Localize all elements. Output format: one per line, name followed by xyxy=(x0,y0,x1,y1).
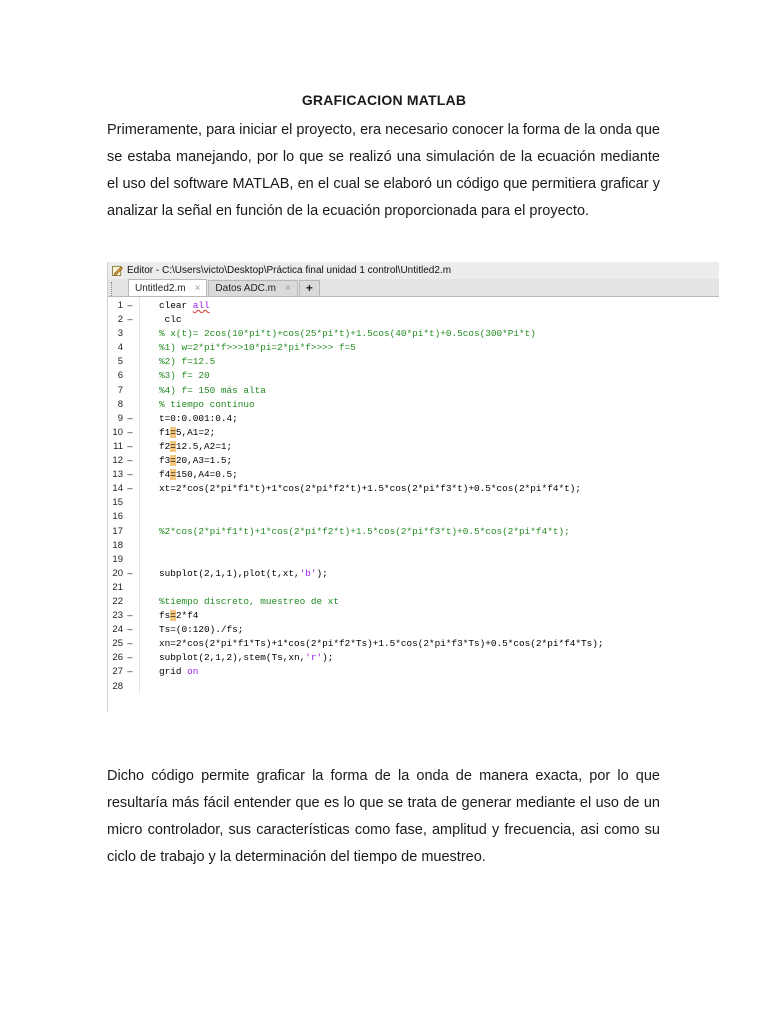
code-line[interactable] xyxy=(108,581,719,595)
code-line[interactable] xyxy=(108,651,719,665)
code-token: f4 xyxy=(159,469,171,481)
code-token: = xyxy=(170,610,176,622)
code-text xyxy=(137,468,238,482)
code-text xyxy=(137,454,232,468)
breakpoint-marker[interactable] xyxy=(123,595,137,609)
code-token: clear xyxy=(159,300,193,311)
breakpoint-marker[interactable] xyxy=(123,355,137,369)
code-line[interactable] xyxy=(108,440,719,454)
code-text xyxy=(137,369,210,383)
line-number: 23 xyxy=(112,610,123,622)
breakpoint-marker[interactable] xyxy=(123,341,137,355)
code-line[interactable] xyxy=(108,426,719,440)
code-token: %2*cos(2*pi*f1*t)+1*cos(2*pi*f2*t)+1.5*cos(2*pi*f3*t)+0.5*cos(2*pi*f4*t); xyxy=(159,525,570,537)
code-text xyxy=(137,355,215,369)
code-line[interactable] xyxy=(108,623,719,637)
line-number: 2 xyxy=(117,314,123,326)
code-token: = xyxy=(170,455,176,467)
line-number: 26 xyxy=(112,652,123,664)
code-token: xn=2*cos(2*pi*f1*Ts)+1*cos(2*pi*f2*Ts)+1.5*cos(2*pi*f3*Ts)+0.5*cos(2*pi*f4*Ts); xyxy=(159,638,604,650)
editor-title-bar xyxy=(108,262,719,279)
code-token: all xyxy=(192,300,210,311)
code-line[interactable] xyxy=(108,637,719,651)
matlab-editor-screenshot xyxy=(107,262,719,712)
code-token: on xyxy=(187,666,199,678)
breakpoint-marker[interactable] xyxy=(123,384,137,398)
code-line[interactable] xyxy=(108,539,719,553)
code-token: t=0:0.001:0.4; xyxy=(159,412,238,424)
code-text xyxy=(137,581,159,595)
tab-grip xyxy=(111,282,118,296)
code-token: ); xyxy=(316,567,328,579)
code-text xyxy=(137,327,536,341)
code-token: = xyxy=(170,426,176,438)
code-line[interactable] xyxy=(108,680,719,694)
close-icon[interactable]: × xyxy=(194,282,201,294)
code-text xyxy=(137,595,339,609)
line-number: 12 xyxy=(112,455,123,467)
code-text xyxy=(137,398,255,412)
code-text xyxy=(137,637,603,651)
code-text xyxy=(137,426,215,440)
line-number: 13 xyxy=(112,469,123,481)
code-token: clc xyxy=(159,314,182,326)
intro-paragraph: Primeramente, para iniciar el proyecto, era necesario conocer la forma de la onda que se estaba manejando, por lo que se realizó una simulación de la ecuación mediante el uso del software MATLAB, en el cual se elaboró un código que permitiera graficar y analizar la señal en función de la ecuación proporcionada para el proyecto. xyxy=(107,122,660,219)
code-line[interactable] xyxy=(108,355,719,369)
code-token: % x(t)= 2cos(10*pi*t)+cos(25*pi*t)+1.5cos(40*pi*t)+0.5cos(300*Pi*t) xyxy=(159,328,536,340)
breakpoint-marker[interactable]: – xyxy=(127,567,133,579)
line-number: 4 xyxy=(117,342,123,354)
code-line[interactable] xyxy=(108,595,719,609)
code-area[interactable] xyxy=(108,297,719,694)
conclusion-paragraph: Dicho código permite graficar la forma de la onda de manera exacta, por lo que resultaría más fácil entender que es lo que se trata de generar mediante el uso de un micro controlador, sus características como fase, amplitud y frecuencia, asi como su ciclo de trabajo y la determinación del tiempo de muestreo. xyxy=(107,768,660,865)
tab-label: Untitled2.m xyxy=(135,282,186,294)
line-number: 3 xyxy=(117,328,123,340)
line-number: 15 xyxy=(112,497,123,509)
line-number: 6 xyxy=(117,370,123,382)
breakpoint-marker[interactable]: – xyxy=(127,426,133,438)
breakpoint-marker[interactable]: – xyxy=(127,638,133,650)
editor-tab-bar xyxy=(108,279,719,297)
code-token: subplot(2,1,1),plot(t,xt, xyxy=(159,567,300,579)
tab-label: Datos ADC.m xyxy=(215,283,276,294)
line-number: 11 xyxy=(113,440,123,452)
breakpoint-marker[interactable]: – xyxy=(127,314,133,326)
line-number: 27 xyxy=(112,666,123,678)
add-tab-button[interactable]: + xyxy=(299,280,320,296)
code-token: 20,A3=1.5; xyxy=(175,455,233,467)
code-token: Ts=(0:120)./fs; xyxy=(159,624,244,636)
breakpoint-marker[interactable] xyxy=(123,327,137,341)
line-number: 25 xyxy=(112,638,123,650)
code-line[interactable] xyxy=(108,496,719,510)
code-token: f3 xyxy=(159,455,171,467)
code-text xyxy=(137,680,159,694)
line-number: 1 xyxy=(117,300,123,311)
code-line[interactable] xyxy=(108,567,719,581)
code-text xyxy=(137,651,333,665)
code-token: xt=2*cos(2*pi*f1*t)+1*cos(2*pi*f2*t)+1.5*cos(2*pi*f3*t)+0.5*cos(2*pi*f4*t); xyxy=(159,483,581,495)
breakpoint-marker[interactable] xyxy=(123,553,137,567)
code-text xyxy=(137,496,159,510)
code-line[interactable] xyxy=(108,398,719,412)
code-text xyxy=(137,440,232,454)
close-icon[interactable]: × xyxy=(285,283,291,294)
code-text xyxy=(137,525,570,539)
code-line[interactable] xyxy=(108,665,719,679)
code-text xyxy=(137,510,159,524)
breakpoint-marker[interactable]: – xyxy=(127,412,133,424)
code-line[interactable] xyxy=(108,510,719,524)
breakpoint-marker[interactable] xyxy=(123,539,137,553)
code-token: 12.5,A2=1; xyxy=(175,440,233,452)
tab-untitled2[interactable] xyxy=(128,279,207,296)
code-line[interactable] xyxy=(108,454,719,468)
code-token: subplot(2,1,2),stem(Ts,xn, xyxy=(159,652,306,664)
code-line[interactable] xyxy=(108,384,719,398)
editor-pencil-icon xyxy=(112,265,123,276)
code-text xyxy=(137,341,356,355)
code-token: grid xyxy=(159,666,188,678)
code-token: %tiempo discreto, muestreo de xt xyxy=(159,595,340,607)
code-token: ); xyxy=(322,652,334,664)
editor-window-title: Editor - C:\Users\victo\Desktop\Práctica final unidad 1 control\Untitled2.m xyxy=(127,265,452,276)
code-token: 2*f4 xyxy=(175,610,199,622)
code-line[interactable] xyxy=(108,327,719,341)
code-token: fs xyxy=(159,610,171,622)
line-number: 9 xyxy=(117,412,123,424)
breakpoint-marker[interactable] xyxy=(123,369,137,383)
code-line[interactable] xyxy=(108,313,719,327)
code-token: %3) f= 20 xyxy=(159,370,210,382)
code-line[interactable] xyxy=(108,553,719,567)
line-number: 19 xyxy=(112,553,123,565)
line-number: 8 xyxy=(117,398,123,410)
code-line[interactable] xyxy=(108,341,719,355)
code-line[interactable] xyxy=(108,369,719,383)
code-line[interactable] xyxy=(108,299,719,313)
code-text xyxy=(137,539,159,553)
code-token: = xyxy=(170,469,176,481)
line-number: 20 xyxy=(112,567,123,579)
breakpoint-marker[interactable]: – xyxy=(127,469,133,481)
code-line[interactable] xyxy=(108,525,719,539)
breakpoint-marker[interactable] xyxy=(123,581,137,595)
breakpoint-marker[interactable] xyxy=(123,398,137,412)
breakpoint-marker[interactable]: – xyxy=(127,440,133,452)
code-token: 5,A1=2; xyxy=(175,426,216,438)
line-number: 18 xyxy=(112,539,123,551)
breakpoint-marker[interactable] xyxy=(123,680,137,694)
code-line[interactable] xyxy=(108,482,719,496)
line-number: 16 xyxy=(112,511,123,523)
code-text xyxy=(137,299,210,313)
code-token: = xyxy=(170,440,176,452)
breakpoint-marker[interactable]: – xyxy=(127,455,133,467)
breakpoint-marker[interactable]: – xyxy=(127,624,133,636)
code-token: %1) w=2*pi*f>>>10*pi=2*pi*f>>>> f=5 xyxy=(159,342,356,354)
line-number: 17 xyxy=(112,525,123,537)
breakpoint-marker[interactable] xyxy=(123,510,137,524)
line-number: 24 xyxy=(112,624,123,636)
code-text xyxy=(137,665,198,679)
breakpoint-marker[interactable]: – xyxy=(127,652,133,664)
line-number: 28 xyxy=(112,680,123,692)
line-number: 21 xyxy=(112,581,123,593)
code-line[interactable] xyxy=(108,609,719,623)
line-number: 7 xyxy=(117,384,123,396)
code-text xyxy=(137,623,243,637)
code-line[interactable] xyxy=(108,412,719,426)
code-token: %2) f=12.5 xyxy=(159,356,216,368)
code-text xyxy=(137,609,198,623)
breakpoint-marker[interactable]: – xyxy=(127,666,133,678)
code-token: f2 xyxy=(159,440,171,452)
code-token: 'b' xyxy=(299,567,317,579)
tab-datos-adc[interactable] xyxy=(208,280,297,296)
code-text xyxy=(137,412,238,426)
line-number: 22 xyxy=(112,595,123,607)
line-number: 5 xyxy=(117,356,123,368)
line-number: 14 xyxy=(112,483,123,495)
breakpoint-marker[interactable]: – xyxy=(127,300,133,311)
code-token: 'r' xyxy=(305,652,323,664)
code-text xyxy=(137,313,182,327)
code-text xyxy=(137,482,581,496)
breakpoint-marker[interactable]: – xyxy=(127,483,133,495)
breakpoint-marker[interactable] xyxy=(123,496,137,510)
code-token: % tiempo continuo xyxy=(159,398,255,410)
document-title: GRAFICACION MATLAB xyxy=(301,92,467,108)
code-token: %4) f= 150 más alta xyxy=(159,384,266,396)
code-line[interactable] xyxy=(108,468,719,482)
breakpoint-marker[interactable] xyxy=(123,525,137,539)
code-text xyxy=(137,567,328,581)
breakpoint-marker[interactable]: – xyxy=(127,610,133,622)
code-token: f1 xyxy=(159,426,171,438)
code-text xyxy=(137,384,266,398)
line-number: 10 xyxy=(112,426,123,438)
code-token: 150,A4=0.5; xyxy=(175,469,238,481)
code-text xyxy=(137,553,159,567)
